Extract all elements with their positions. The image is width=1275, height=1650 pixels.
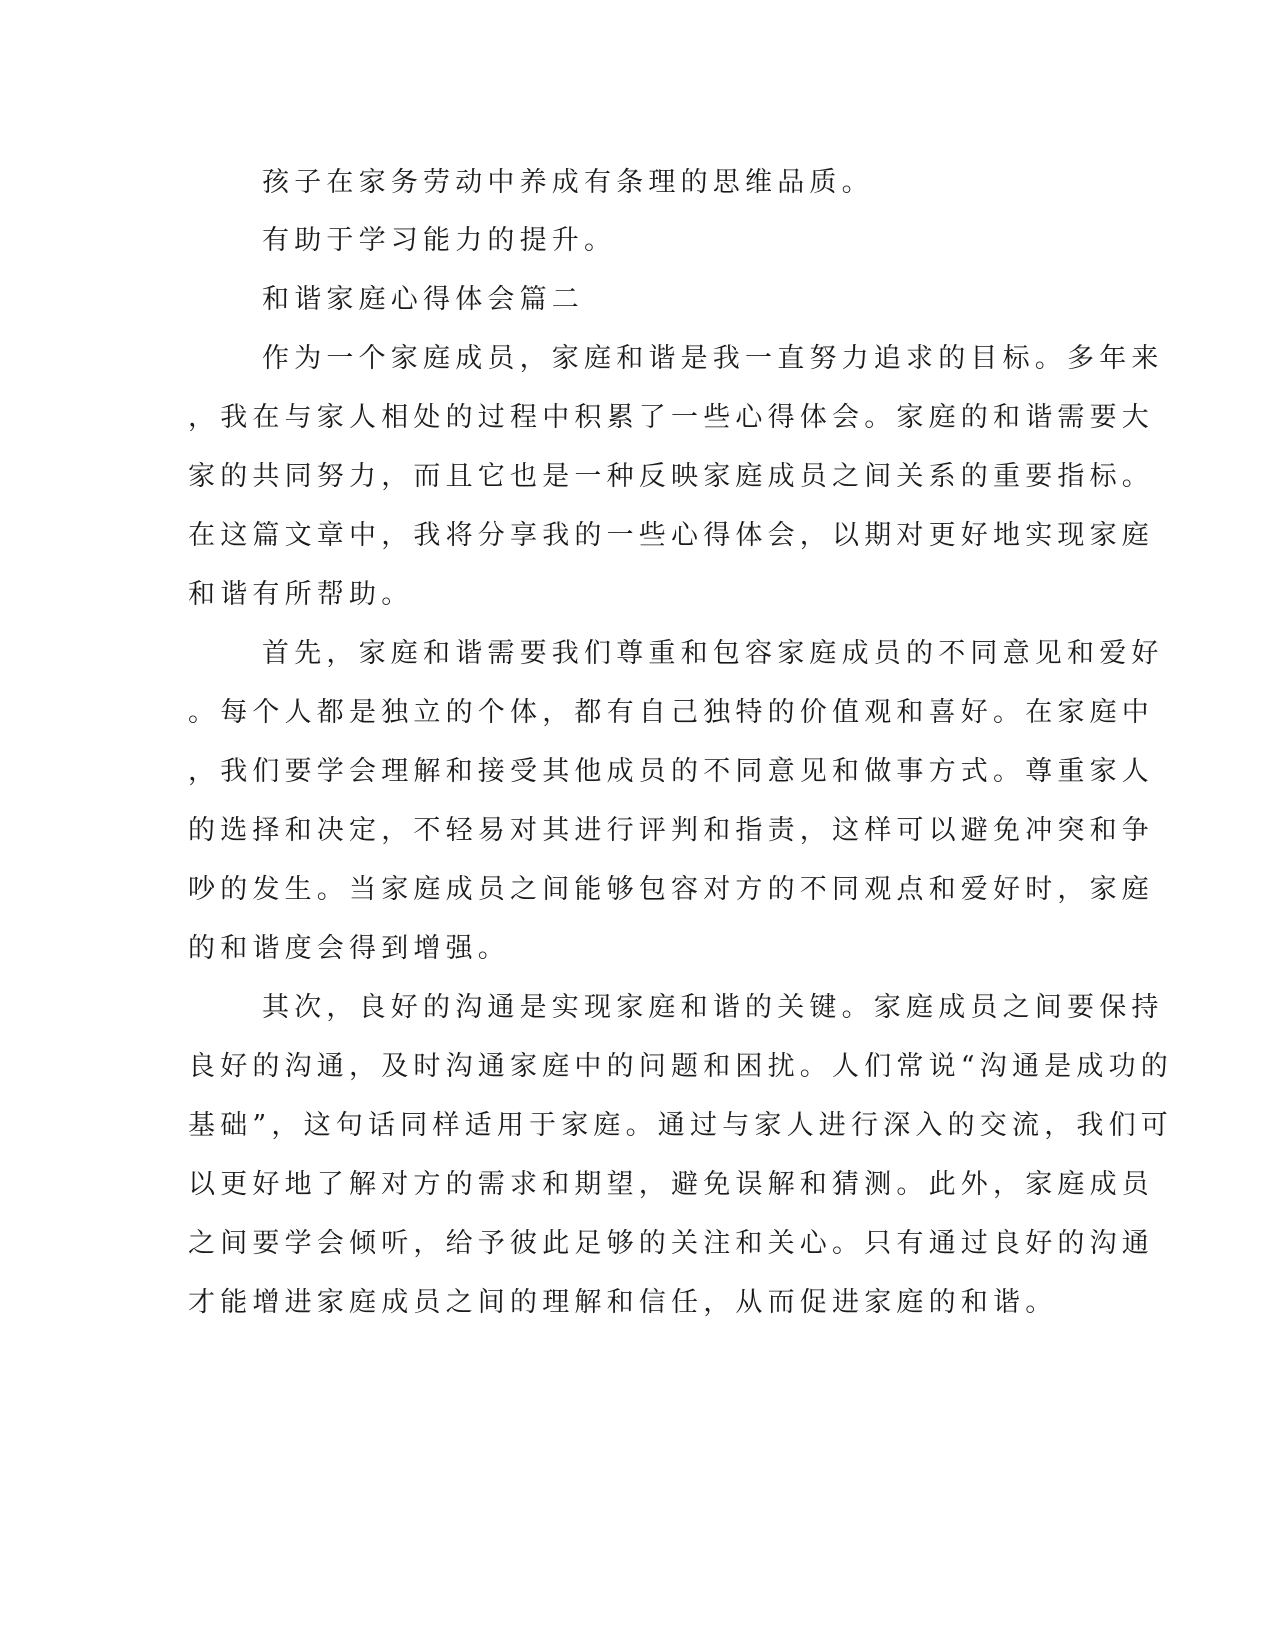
text-line: 才能增进家庭成员之间的理解和信任，从而促进家庭的和谐。 bbox=[188, 1287, 1058, 1318]
text-line: 首先，家庭和谐需要我们尊重和包容家庭成员的不同意见和爱好 bbox=[262, 638, 1164, 669]
text-line: 作为一个家庭成员，家庭和谐是我一直努力追求的目标。多年来 bbox=[262, 343, 1164, 374]
text-line: 。每个人都是独立的个体，都有自己独特的价值观和喜好。在家庭中 bbox=[188, 697, 1154, 728]
section-heading: 和谐家庭心得体会篇二 bbox=[262, 284, 584, 315]
text-line: 的和谐度会得到增强。 bbox=[188, 933, 510, 964]
text-line: 有助于学习能力的提升。 bbox=[262, 225, 617, 256]
text-line: 基础”，这句话同样适用于家庭。通过与家人进行深入的交流，我们可 bbox=[188, 1110, 1174, 1141]
text-line: ，我们要学会理解和接受其他成员的不同意见和做事方式。尊重家人 bbox=[188, 756, 1154, 787]
text-line: 以更好地了解对方的需求和期望，避免误解和猜测。此外，家庭成员 bbox=[188, 1169, 1154, 1200]
text-line: ，我在与家人相处的过程中积累了一些心得体会。家庭的和谐需要大 bbox=[188, 402, 1154, 433]
text-line: 家的共同努力，而且它也是一种反映家庭成员之间关系的重要指标。 bbox=[188, 461, 1154, 492]
text-line: 在这篇文章中，我将分享我的一些心得体会，以期对更好地实现家庭 bbox=[188, 520, 1154, 551]
text-line: 孩子在家务劳动中养成有条理的思维品质。 bbox=[262, 167, 874, 198]
text-line: 和谐有所帮助。 bbox=[188, 579, 414, 610]
text-line: 吵的发生。当家庭成员之间能够包容对方的不同观点和爱好时，家庭 bbox=[188, 874, 1154, 905]
text-line: 之间要学会倾听，给予彼此足够的关注和关心。只有通过良好的沟通 bbox=[188, 1228, 1154, 1259]
text-line: 其次，良好的沟通是实现家庭和谐的关键。家庭成员之间要保持 bbox=[262, 992, 1164, 1023]
text-line: 良好的沟通，及时沟通家庭中的问题和困扰。人们常说“沟通是成功的 bbox=[188, 1051, 1174, 1082]
text-line: 的选择和决定，不轻易对其进行评判和指责，这样可以避免冲突和争 bbox=[188, 815, 1154, 846]
